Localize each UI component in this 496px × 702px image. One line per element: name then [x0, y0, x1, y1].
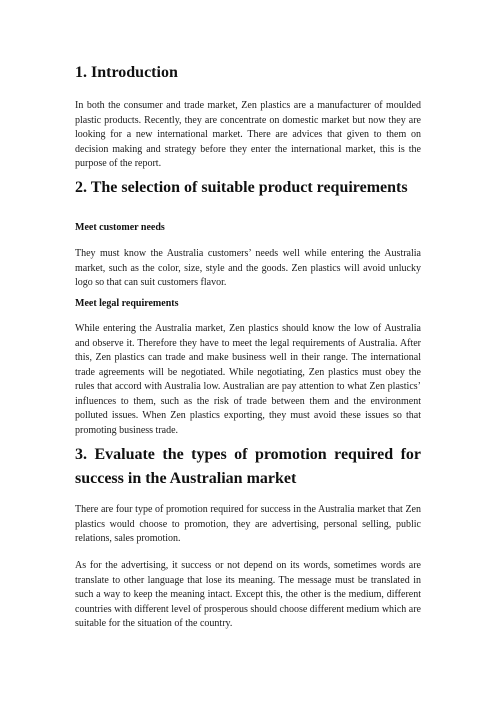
paragraph-advertising: As for the advertising, it success or not depend on its words, sometimes words are translate to other language that lose its meaning. The message must be translated in such a way to keep the meaning intact. Except this, the other is the medium, different countries with different level of prosperous should choose different medium which are suitable for the situation of the country.: [75, 560, 421, 629]
section-heading-promotion: [75, 443, 421, 491]
section-heading-introduction: 1. Introduction: [75, 64, 178, 81]
section-heading-promotion-line1: 3. Evaluate the types of promotion required for: [75, 446, 421, 463]
paragraph-promotion-types: There are four type of promotion required for success in the Australia market that Zen plastics would choose to promotion, they are advertising, personal selling, public relations, sales promotion.: [75, 504, 421, 544]
paragraph-introduction: In both the consumer and trade market, Zen plastics are a manufacturer of moulded plastic products. Recently, they are concentrate on domestic market but now they are looking for a new international market. There are advices that given to them on decision making and strategy before they enter the international market, this is the purpose of the report.: [75, 100, 421, 169]
section-heading-product-requirements: 2. The selection of suitable product requirements: [75, 179, 408, 196]
subheading-legal-requirements: Meet legal requirements: [75, 298, 179, 309]
paragraph-legal-requirements: While entering the Australia market, Zen plastics should know the low of Australia and observe it. Therefore they have to meet the legal requirements of Australia. After this, Zen plastics can trade and make business well in their range. The international trade agreements will be negotiated. While negotiating, Zen plastics must obey the rules that accord with Australia low. Australian are pay attention to what Zen plastics’ influences to them, such as the risk of trade between them and the environment polluted issues. When Zen plastics exporting, they must avoid these issues so that promoting business trade.: [75, 323, 421, 436]
paragraph-customer-needs: They must know the Australia customers’ needs well while entering the Australia market, such as the color, size, style and the goods. Zen plastics will avoid unlucky logo so that can suit customers flavor.: [75, 248, 421, 288]
subheading-customer-needs: Meet customer needs: [75, 222, 165, 233]
section-heading-promotion-line2: success in the Australian market: [75, 470, 297, 487]
